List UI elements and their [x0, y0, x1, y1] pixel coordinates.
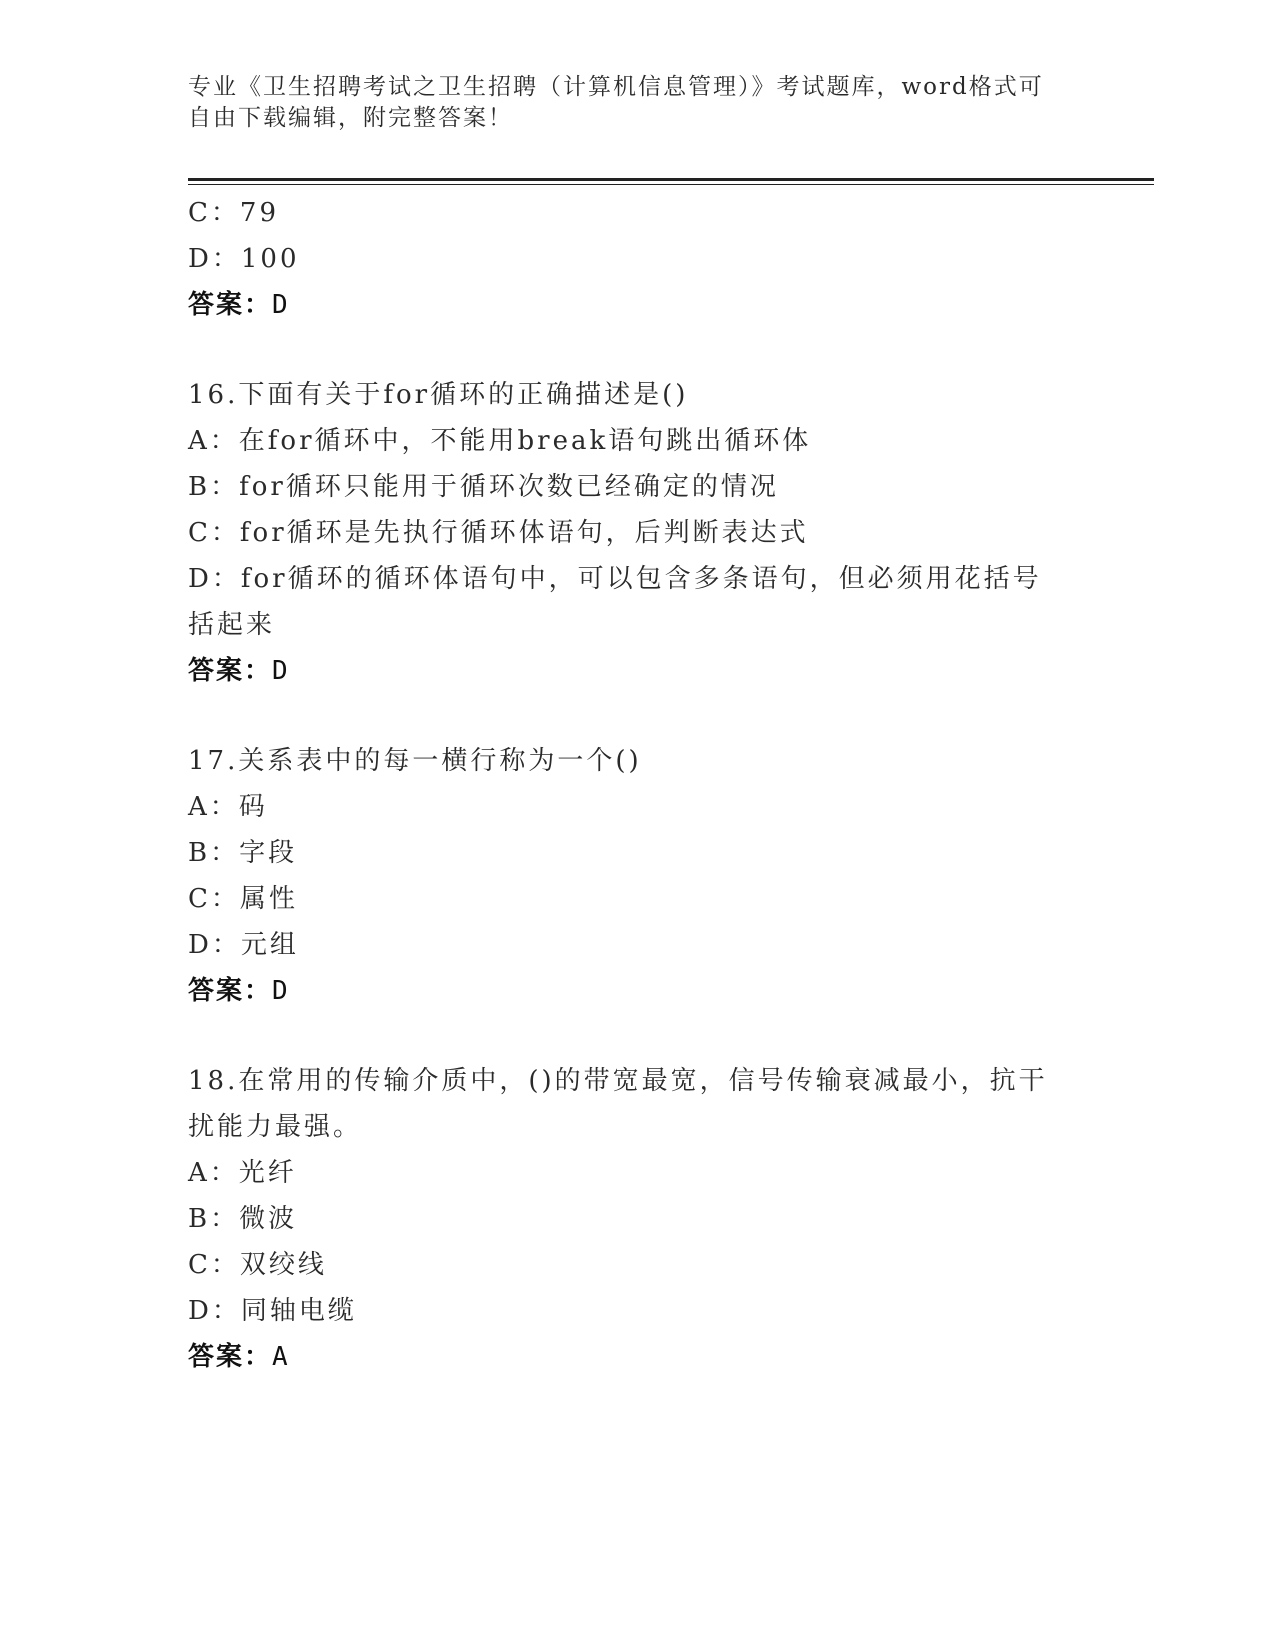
answer-label: 答案：: [188, 1342, 273, 1372]
option-letter: D: [188, 244, 212, 274]
question-16: [188, 372, 1088, 694]
question-number: 16.: [188, 380, 239, 410]
option-letter: B: [188, 1204, 211, 1234]
spacer: [188, 328, 1088, 372]
option-a: A：码: [188, 792, 268, 822]
option-d: D：同轴电缆: [188, 1296, 357, 1326]
answer-label: 答案：: [188, 290, 273, 320]
option-d: D：for循环的循环体语句中，可以包含多条语句，但必须用花括号括起来: [188, 564, 1042, 640]
option-letter: D: [188, 1296, 212, 1326]
option-letter: A: [188, 792, 210, 822]
option-letter: C: [188, 1250, 211, 1280]
option-text: 79: [239, 198, 280, 228]
spacer: [188, 694, 1088, 738]
option-text: for循环只能用于循环次数已经确定的情况: [239, 472, 779, 502]
option-b: B：for循环只能用于循环次数已经确定的情况: [188, 472, 779, 502]
option-d: D：元组: [188, 930, 299, 960]
option-text: 码: [238, 792, 268, 822]
answer-line: [188, 648, 1088, 694]
option-letter: B: [188, 472, 211, 502]
question-fragment: [188, 190, 1088, 328]
answer-value: A: [272, 1342, 290, 1372]
answer-line: [188, 282, 1088, 328]
document-header: [188, 72, 1068, 134]
option-text: 元组: [240, 930, 299, 960]
option-a: A：光纤: [188, 1158, 297, 1188]
question-text: 在常用的传输介质中，()的带宽最宽，信号传输衰减最小，抗干扰能力最强。: [188, 1066, 1048, 1142]
question-stem: [188, 1058, 1048, 1150]
option-text: for循环是先执行循环体语句，后判断表达式: [239, 518, 809, 548]
question-text: 下面有关于for循环的正确描述是(): [238, 380, 689, 410]
option-b: B：字段: [188, 838, 298, 868]
option-a: A：在for循环中，不能用break语句跳出循环体: [188, 426, 812, 456]
option-text: 属性: [239, 884, 298, 914]
option-letter: A: [188, 426, 210, 456]
option-letter: B: [188, 838, 211, 868]
option-c: C：79: [188, 198, 280, 228]
option-text: 双绞线: [239, 1250, 327, 1280]
option-letter: C: [188, 198, 211, 228]
spacer: [188, 1014, 1088, 1058]
option-letter: D: [188, 564, 212, 594]
answer-value: D: [272, 290, 290, 320]
answer-value: D: [272, 976, 290, 1006]
header-rule-thick: [188, 178, 1154, 181]
option-letter: C: [188, 518, 211, 548]
option-text: 在for循环中，不能用break语句跳出循环体: [238, 426, 812, 456]
option-text: 100: [240, 244, 300, 274]
option-c: C：for循环是先执行循环体语句，后判断表达式: [188, 518, 809, 548]
option-text: 微波: [239, 1204, 298, 1234]
answer-label: 答案：: [188, 976, 273, 1006]
question-text: 关系表中的每一横行称为一个(): [238, 746, 642, 776]
header-text: 专业《卫生招聘考试之卫生招聘（计算机信息管理）》考试题库，word格式可自由下载编辑，附完整答案！: [188, 74, 1044, 131]
option-text: 光纤: [238, 1158, 297, 1188]
option-text: 字段: [239, 838, 298, 868]
question-18: [188, 1058, 1088, 1380]
answer-label: 答案：: [188, 656, 273, 686]
option-letter: C: [188, 884, 211, 914]
option-c: C：双绞线: [188, 1250, 327, 1280]
answer-line: [188, 968, 1088, 1014]
header-rule-thin: [188, 184, 1154, 185]
option-text: for循环的循环体语句中，可以包含多条语句，但必须用花括号括起来: [188, 564, 1042, 640]
option-letter: D: [188, 930, 212, 960]
option-c: C：属性: [188, 884, 298, 914]
answer-value: D: [272, 656, 290, 686]
option-letter: A: [188, 1158, 210, 1188]
answer-line: [188, 1334, 1088, 1380]
question-number: 18.: [188, 1066, 239, 1096]
question-number: 17.: [188, 746, 239, 776]
option-text: 同轴电缆: [240, 1296, 357, 1326]
option-b: B：微波: [188, 1204, 298, 1234]
option-d: D：100: [188, 244, 300, 274]
question-stem: [188, 372, 1048, 418]
question-content: [188, 190, 1088, 1380]
question-stem: [188, 738, 1048, 784]
question-17: [188, 738, 1088, 1014]
